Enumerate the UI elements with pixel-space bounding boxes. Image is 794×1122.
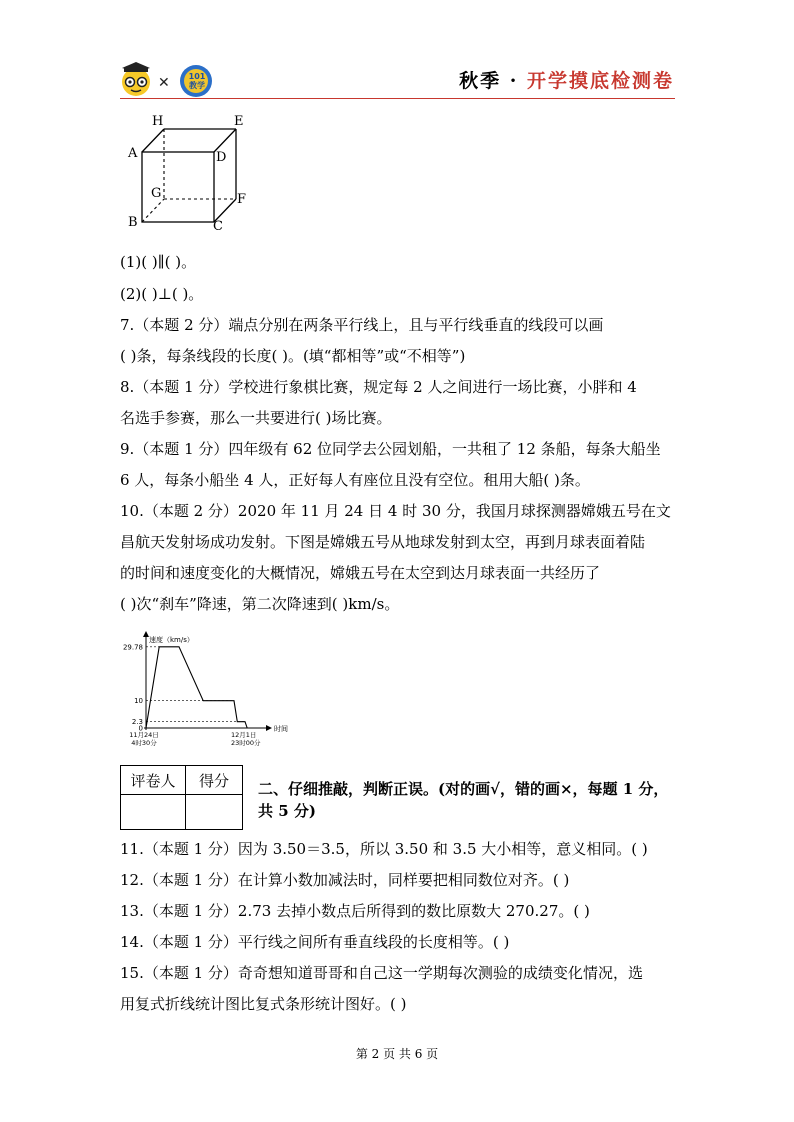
grader-reviewer-cell[interactable] <box>121 795 186 830</box>
cube-label-f: F <box>237 192 247 207</box>
header-title-red: 开学摸底检测卷 <box>526 70 674 92</box>
q10-line-4: ( )次“刹车”降速，第二次降速到( )km/s。 <box>120 595 400 613</box>
grader-header-score: 得分 <box>186 766 243 795</box>
grader-table <box>120 765 243 830</box>
grader-header-reviewer: 评卷人 <box>121 766 186 795</box>
q10-line-2: 昌航天发射场成功发射。下图是嫦娥五号从地球发射到太空，再到月球表面着陆 <box>120 533 646 551</box>
x-tick-label: 11月24日 <box>129 731 159 739</box>
y-axis-label: 速度（km/s） <box>149 636 194 644</box>
x-axis-arrow <box>266 725 272 731</box>
y-tick-label: 29.78 <box>122 643 143 652</box>
cube-label-d: D <box>216 150 227 165</box>
grader-score-cell[interactable] <box>186 795 243 830</box>
cube-diagram <box>120 112 260 237</box>
q9-line-2: 6 人，每条小船坐 4 人，正好每人有座位且没有空位。租用大船( )条。 <box>120 471 590 489</box>
q10-line-3: 的时间和速度变化的大概情况，嫦娥五号在太空到达月球表面一共经历了 <box>120 564 601 582</box>
q6-line-1: (1)( )∥( )。 <box>120 253 197 271</box>
speed-series-line <box>146 647 247 728</box>
x-tick-label: 4时30分 <box>131 739 157 747</box>
y-tick-label: 0 <box>138 724 143 733</box>
y-tick-label: 10 <box>134 697 143 706</box>
y-tick-label: 2.3 <box>131 718 143 727</box>
speed-chart-svg <box>118 628 288 756</box>
cube-figure <box>120 112 260 237</box>
cube-label-g: G <box>151 186 162 201</box>
q12-line: 12.（本题 1 分）在计算小数加减法时，同样要把相同数位对齐。( ) <box>120 871 570 889</box>
q11-line: 11.（本题 1 分）因为 3.50＝3.5，所以 3.50 和 3.5 大小相等，意义相同。( ) <box>120 840 648 858</box>
svg-text:✕: ✕ <box>158 75 170 91</box>
x-tick-label: 23时00分 <box>231 739 261 747</box>
page-footer: 第 2 页 共 6 页 <box>355 1047 439 1061</box>
q8-line-2: 名选手参赛，那么一共要进行( )场比赛。 <box>120 409 392 427</box>
header-title <box>459 66 674 93</box>
header-title-prefix: 秋季 · <box>459 70 527 92</box>
cube-label-h: H <box>152 114 164 129</box>
q14-line: 14.（本题 1 分）平行线之间所有垂直线段的长度相等。( ) <box>120 933 510 951</box>
header-divider <box>120 98 675 99</box>
section-2-title: 二、仔细推敲，判断正误。(对的画√，错的画×，每题 1 分，共 5 分) <box>258 780 669 820</box>
x-tick-label: 12月1日 <box>231 731 257 739</box>
q8-line-1: 8.（本题 1 分）学校进行象棋比赛，规定每 2 人之间进行一场比赛，小胖和 4 <box>120 378 637 396</box>
cube-label-a: A <box>128 146 138 161</box>
x-axis-label: 时间 <box>274 725 288 733</box>
cube-label-c: C <box>213 219 223 234</box>
speed-chart <box>118 628 288 756</box>
q7-line-2: ( )条，每条线段的长度( )。(填“都相等”或“不相等”) <box>120 347 466 365</box>
q13-line: 13.（本题 1 分）2.73 去掉小数点后所得到的数比原数大 270.27。( ) <box>120 902 590 920</box>
header-logo <box>118 60 228 100</box>
mascot-icon <box>118 60 228 100</box>
q15-line-1: 15.（本题 1 分）奇奇想知道哥哥和自己这一学期每次测验的成绩变化情况，选 <box>120 964 643 982</box>
q15-line-2: 用复式折线统计图比复式条形统计图好。( ) <box>120 995 407 1013</box>
cube-label-e: E <box>234 114 244 129</box>
q9-line-1: 9.（本题 1 分）四年级有 62 位同学去公园划船，一共租了 12 条船，每条大船坐 <box>120 440 661 458</box>
logo-badge-text: 101 教学 <box>188 72 206 90</box>
q7-line-1: 7.（本题 2 分）端点分别在两条平行线上，且与平行线垂直的线段可以画 <box>120 316 604 334</box>
cube-label-b: B <box>128 215 138 230</box>
q10-line-1: 10.（本题 2 分）2020 年 11 月 24 日 4 时 30 分，我国月球探测器嫦娥五号在文 <box>120 502 671 520</box>
q6-line-2: (2)( )⊥( )。 <box>120 285 204 303</box>
